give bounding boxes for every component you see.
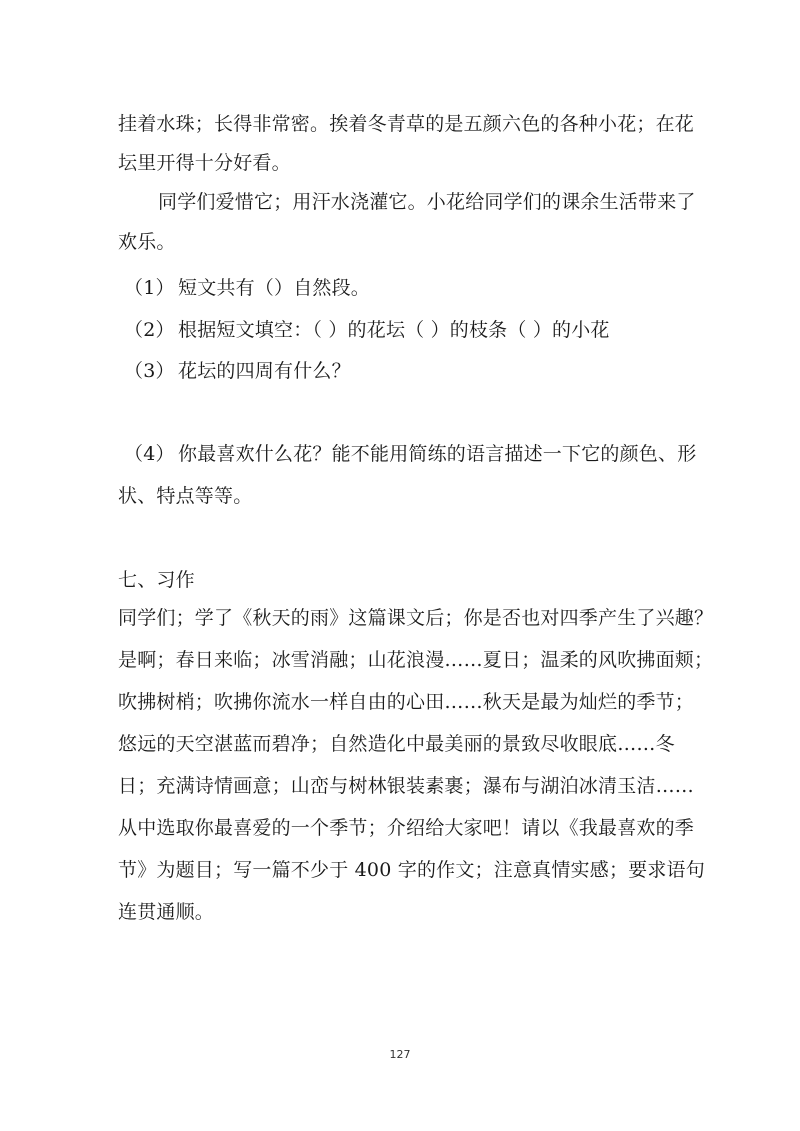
question-number: （3） <box>124 360 175 382</box>
section-heading: 七、习作 <box>118 569 195 591</box>
question-number: （1） <box>124 277 175 299</box>
composition-line-8: 连贯通顺。 <box>118 901 215 923</box>
passage-line-4: 欢乐。 <box>118 231 176 253</box>
question-text: 短文共有（）自然段。 <box>178 277 371 299</box>
composition-line-2: 是啊；春日来临；冰雪消融；山花浪漫……夏日；温柔的风吹拂面颊； <box>118 649 714 671</box>
passage-line-2: 坛里开得十分好看。 <box>118 152 291 174</box>
composition-line-5: 日；充满诗情画意；山峦与树林银装素裹；瀑布与湖泊冰清玉洁…… <box>118 775 695 797</box>
composition-line-1: 同学们；学了《秋天的雨》这篇课文后；你是否也对四季产生了兴趣？ <box>118 607 714 629</box>
passage-line-1: 挂着水珠；长得非常密。挨着冬青草的是五颜六色的各种小花；在花 <box>118 113 695 135</box>
composition-line-7: 节》为题目；写一篇不少于 400 字的作文；注意真情实感；要求语句 <box>118 859 705 881</box>
passage-line-3: 同学们爱惜它；用汗水浇灌它。小花给同学们的课余生活带来了 <box>158 191 696 213</box>
question-text: 根据短文填空：（ ）的花坛（ ）的枝条（ ）的小花 <box>178 319 610 341</box>
question-text: 花坛的四周有什么？ <box>178 360 351 382</box>
page-number: 127 <box>389 1048 411 1061</box>
question-number: （4） <box>124 443 175 465</box>
question-number: （2） <box>124 319 175 341</box>
composition-line-3: 吹拂树梢；吹拂你流水一样自由的心田……秋天是最为灿烂的季节； <box>118 691 695 713</box>
question-text: 你最喜欢什么花？能不能用简练的语言描述一下它的颜色、形 <box>178 443 697 465</box>
question-4-continuation: 状、特点等等。 <box>118 485 253 507</box>
composition-line-6: 从中选取你最喜爱的一个季节；介绍给大家吧！请以《我最喜欢的季 <box>118 817 695 839</box>
composition-line-4: 悠远的天空湛蓝而碧净；自然造化中最美丽的景致尽收眼底……冬 <box>118 733 675 755</box>
